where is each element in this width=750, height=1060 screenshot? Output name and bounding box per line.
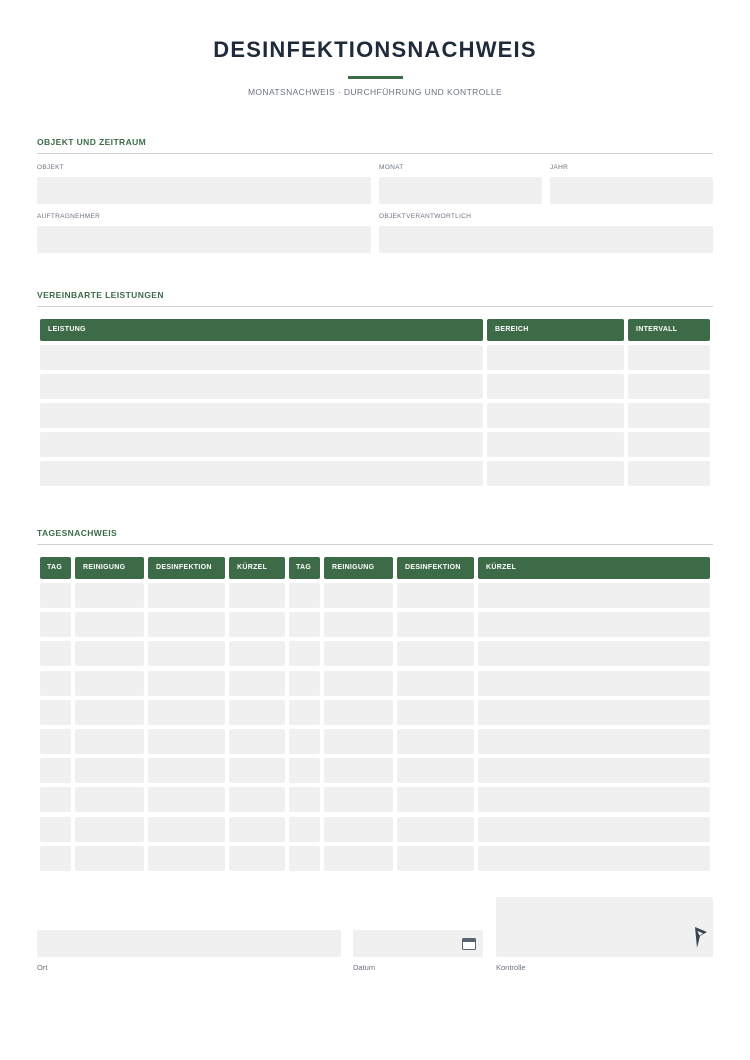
daily-cell[interactable] [40,758,71,783]
daily-cell[interactable] [478,700,710,725]
daily-cell[interactable] [40,817,71,842]
kontrolle-label: Kontrolle [496,963,526,972]
daily-cell[interactable] [75,583,144,608]
daily-cell[interactable] [75,787,144,812]
daily-cell[interactable] [40,846,71,871]
daily-cell[interactable] [40,700,71,725]
daily-cell[interactable] [289,641,320,666]
services-header-2: BEREICH [487,319,624,341]
daily-cell[interactable] [148,817,225,842]
daily-cell[interactable] [75,700,144,725]
services-cell[interactable] [628,432,710,457]
daily-cell[interactable] [324,671,393,696]
label-monat: MONAT [379,164,404,171]
daily-cell[interactable] [148,729,225,754]
daily-cell[interactable] [289,729,320,754]
daily-cell[interactable] [148,787,225,812]
daily-header-4: KÜRZEL [229,557,285,579]
pen-nib-icon [692,926,710,950]
daily-header-8: KÜRZEL [478,557,710,579]
daily-cell[interactable] [75,729,144,754]
daily-cell[interactable] [289,787,320,812]
services-cell[interactable] [40,345,483,370]
daily-cell[interactable] [289,817,320,842]
daily-cell[interactable] [40,641,71,666]
daily-cell[interactable] [229,817,285,842]
daily-cell[interactable] [397,700,474,725]
daily-cell[interactable] [75,612,144,637]
daily-cell[interactable] [148,758,225,783]
daily-cell[interactable] [229,758,285,783]
page-subtitle: MONATSNACHWEIS · DURCHFÜHRUNG UND KONTROLLE [247,87,503,97]
daily-cell[interactable] [397,583,474,608]
daily-cell[interactable] [324,758,393,783]
daily-cell[interactable] [289,612,320,637]
daily-cell[interactable] [289,846,320,871]
services-cell[interactable] [487,374,624,399]
daily-cell[interactable] [229,583,285,608]
calendar-icon[interactable] [462,938,476,950]
section-heading-object: OBJEKT UND ZEITRAUM [37,137,713,154]
daily-cell[interactable] [397,729,474,754]
daily-cell[interactable] [229,787,285,812]
daily-cell[interactable] [40,671,71,696]
daily-cell[interactable] [324,700,393,725]
daily-header-3: DESINFEKTION [148,557,225,579]
daily-header-6: REINIGUNG [324,557,393,579]
label-jahr: JAHR [550,164,569,171]
services-cell[interactable] [40,403,483,428]
label-auftragnehmer: AUFTRAGNEHMER [37,213,101,220]
daily-cell[interactable] [324,817,393,842]
daily-cell[interactable] [397,758,474,783]
services-cell[interactable] [40,432,483,457]
services-cell[interactable] [40,374,483,399]
daily-cell[interactable] [40,612,71,637]
services-cell[interactable] [628,345,710,370]
daily-cell[interactable] [397,817,474,842]
daily-cell[interactable] [397,787,474,812]
daily-cell[interactable] [229,846,285,871]
daily-cell[interactable] [148,583,225,608]
daily-cell[interactable] [289,758,320,783]
daily-cell[interactable] [397,641,474,666]
jahr-field[interactable] [550,177,713,204]
daily-cell[interactable] [148,700,225,725]
services-cell[interactable] [487,432,624,457]
objektverantwortlich-field[interactable] [379,226,713,253]
daily-cell[interactable] [40,583,71,608]
daily-cell[interactable] [478,612,710,637]
ort-label: Ort [37,963,48,972]
objekt-field[interactable] [37,177,371,204]
daily-cell[interactable] [289,671,320,696]
daily-cell[interactable] [75,671,144,696]
daily-header-2: REINIGUNG [75,557,144,579]
daily-cell[interactable] [75,758,144,783]
daily-cell[interactable] [75,817,144,842]
daily-cell[interactable] [229,729,285,754]
kontrolle-signature-box[interactable] [496,897,713,957]
daily-cell[interactable] [478,583,710,608]
daily-cell[interactable] [478,787,710,812]
services-cell[interactable] [628,461,710,486]
daily-cell[interactable] [478,758,710,783]
daily-cell[interactable] [324,641,393,666]
daily-cell[interactable] [478,671,710,696]
daily-cell[interactable] [229,612,285,637]
services-cell[interactable] [628,403,710,428]
daily-cell[interactable] [324,583,393,608]
daily-cell[interactable] [324,846,393,871]
daily-cell[interactable] [148,641,225,666]
daily-cell[interactable] [478,729,710,754]
daily-cell[interactable] [324,729,393,754]
ort-field[interactable] [37,930,341,957]
daily-cell[interactable] [289,583,320,608]
services-cell[interactable] [487,461,624,486]
auftragnehmer-field[interactable] [37,226,371,253]
daily-cell[interactable] [324,612,393,637]
section-heading-daily: TAGESNACHWEIS [37,528,713,545]
daily-header-7: DESINFEKTION [397,557,474,579]
label-objektverantwortlich: OBJEKTVERANTWORTLICH [379,213,472,220]
daily-cell[interactable] [397,612,474,637]
daily-cell[interactable] [478,641,710,666]
section-heading-services: VEREINBARTE LEISTUNGEN [37,290,713,307]
daily-header-1: TAG [40,557,71,579]
services-cell[interactable] [487,345,624,370]
daily-header-5: TAG [289,557,320,579]
daily-cell[interactable] [229,671,285,696]
page-title: DESINFEKTIONSNACHWEIS [213,37,537,62]
daily-cell[interactable] [75,641,144,666]
daily-cell[interactable] [289,700,320,725]
daily-cell[interactable] [148,846,225,871]
services-header-3: INTERVALL [628,319,710,341]
datum-label: Datum [353,963,376,972]
daily-cell[interactable] [40,729,71,754]
title-rule [348,76,403,79]
services-cell[interactable] [40,461,483,486]
daily-cell[interactable] [397,846,474,871]
daily-cell[interactable] [397,671,474,696]
daily-cell[interactable] [229,641,285,666]
label-objekt: OBJEKT [37,164,65,171]
daily-cell[interactable] [229,700,285,725]
services-header-1: LEISTUNG [40,319,483,341]
daily-cell[interactable] [40,787,71,812]
daily-cell[interactable] [478,817,710,842]
daily-cell[interactable] [478,846,710,871]
services-cell[interactable] [487,403,624,428]
monat-field[interactable] [379,177,542,204]
daily-cell[interactable] [75,846,144,871]
services-cell[interactable] [628,374,710,399]
daily-cell[interactable] [148,612,225,637]
daily-cell[interactable] [324,787,393,812]
daily-cell[interactable] [148,671,225,696]
